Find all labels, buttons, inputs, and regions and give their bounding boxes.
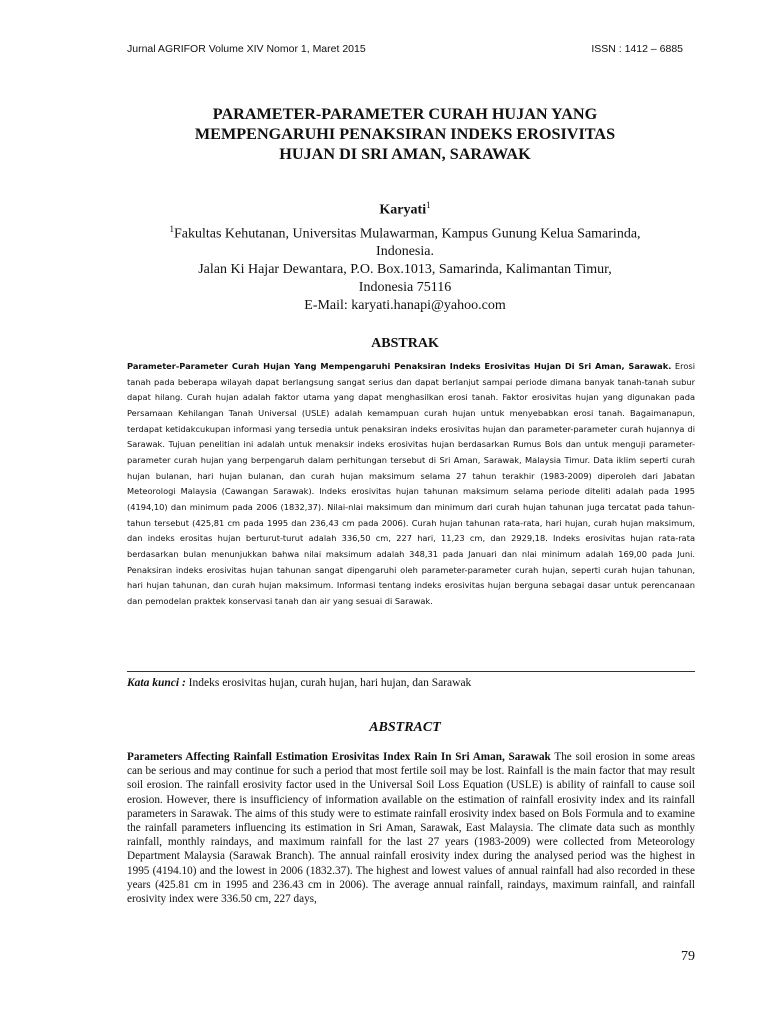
divider-line bbox=[127, 671, 695, 672]
abstract-text: The soil erosion in some areas can be serious and may continue for such a period that most fertile soil may be lost. Rainfall is the main factor that may result soil erosion. The rainfall erosivity factor used in the Universal Soil Loss Equation (USLE) is ability of rainfall to cause soil erosion. However, there is insufficiency of information available on the estimation of rainfall erosivity index and its rainfall parameters in Sarawak. The aims of this study were to estimate rainfall erosivity index based on Bols Formula and to examine the rainfall parameters influencing its estimation in Sri Aman, Sarawak, East Malaysia. The climate data such as monthly rainfall, monthly raindays, and maximum rainfall for the last 27 years (1983-2009) were collected from Meteorology Department Malaysia (Sarawak Branch). The annual rainfall erosivity index during the analysed period was the highest in 1995 (4194.10) and the lowest in 2006 (1832.37). The highest and lowest values of annual rainfall had also recorded in these years (425.81 cm in 1995 and 236.43 cm in 2006). The average annual rainfall, raindays, maximum rainfall, and rainfall erosivity index were 336.50 cm, 227 days, bbox=[127, 751, 696, 906]
title-line: PARAMETER-PARAMETER CURAH HUJAN YANG bbox=[212, 105, 598, 123]
affiliation-text: Fakultas Kehutanan, Universitas Mulawarman, Kampus Gunung Kelua Samarinda, bbox=[173, 226, 641, 242]
address-line: Indonesia 75116 bbox=[358, 280, 452, 296]
keywords bbox=[127, 676, 695, 690]
author-email: E-Mail: karyati.hanapi@yahoo.com bbox=[304, 298, 506, 314]
affiliation-line: Indonesia. bbox=[376, 244, 434, 260]
author-superscript: 1 bbox=[426, 200, 431, 210]
page-number: 79 bbox=[681, 949, 695, 964]
address-line: Jalan Ki Hajar Dewantara, P.O. Box.1013, Samarinda, Kalimantan Timur, bbox=[198, 262, 612, 278]
keywords-label: Kata kunci : bbox=[127, 677, 186, 689]
abstract-heading: ABSTRACT bbox=[369, 720, 441, 735]
abstract-paragraph bbox=[127, 750, 695, 906]
author-block bbox=[127, 196, 683, 315]
journal-citation: Jurnal AGRIFOR Volume XIV Nomor 1, Maret 2015 bbox=[127, 43, 366, 55]
abstrak-heading: ABSTRAK bbox=[371, 336, 439, 351]
abstrak-text: Erosi tanah pada beberapa wilayah dapat berlangsung sangat serius dan dapat berlanjut sampai periode dimana banyak tanah-tanah subur dapat hilang. Curah hujan adalah faktor utama yang dapat menghasilkan erosi tanah. Faktor erosivitas hujan yang digunakan pada Persamaan Kehilangan Tanah Universal (USLE) adalah kemampuan curah hujan untuk menyebabkan erosi tanah. Bagaimanapun, terdapat ketidakcukupan informasi yang tersedia untuk penaksiran indeks erosivitas hujan dan parameter-parameter curah hujannya di Sarawak. Tujuan penelitian ini adalah untuk menaksir indeks erosivitas hujan berdasarkan Rumus Bols dan untuk menguji parameter-parameter curah hujan yang berpengaruh dalam perhitungan tersebut di Sri Aman, Sarawak, Malaysia Timur. Data iklim seperti curah hujan bulanan, hari hujan bulanan, dan curah hujan maksimum selama 27 tahun terakhir (1983-2009) diperoleh dari Jabatan Meteorologi Malaysia (Cawangan Sarawak). Indeks erosivitas hujan tahunan maksimum selama periode diteliti adalah pada 1995 (4194,10) dan minimum pada 2006 (1832,37). Nilai-nlai maksimum dan minimum dari curah hujan tahunan juga tercatat pada tahun-tahun tersebut (425,81 cm pada 1995 dan 236,43 cm pada 2006). Curah hujan tahunan rata-rata, hari hujan, curah hujan maksimum, dan indeks erositas hujan berturut-turut adalah 336,50 cm, 227 hari, 11,23 cm, dan 2929,18. Indeks erosivitas hujan rata-rata berdasarkan bulan menunjukkan bahwa nilai maksimum adalah 348,31 pada Januari dan nlai minimum adalah 169,00 pada Juni. Penaksiran indeks erosivitas hujan tahunan sangat dipengaruhi oleh parameter-parameter curah hujan, seperti curah hujan tahunan, hari hujan tahunan, dan curah hujan maksimum. Informasi tentang indeks erosivitas hujan berguna sebagai dasar untuk perencanaan dan pemodelan praktek konservasi tanah dan air yang sesuai di Sarawak. bbox=[127, 361, 695, 606]
author-name-line bbox=[127, 196, 683, 220]
affiliation-line bbox=[127, 220, 683, 244]
paper-title bbox=[127, 104, 683, 164]
keywords-text: Indeks erosivitas hujan, curah hujan, hari hujan, dan Sarawak bbox=[185, 677, 472, 689]
author-name: Karyati bbox=[379, 202, 427, 218]
issn-number: ISSN : 1412 – 6885 bbox=[591, 43, 683, 55]
title-line: MEMPENGARUHI PENAKSIRAN INDEKS EROSIVITAS bbox=[194, 125, 616, 143]
affiliation-superscript: 1 bbox=[169, 223, 174, 234]
abstrak-lead: Parameter-Parameter Curah Hujan Yang Mempengaruhi Penaksiran Indeks Erosivitas Hujan Di Sri Aman, Sarawak. bbox=[127, 361, 672, 371]
abstrak-paragraph bbox=[127, 359, 695, 610]
title-line: HUJAN DI SRI AMAN, SARAWAK bbox=[279, 145, 531, 163]
abstract-lead: Parameters Affecting Rainfall Estimation Erosivitas Index Rain In Sri Aman, Sarawak bbox=[127, 751, 551, 763]
